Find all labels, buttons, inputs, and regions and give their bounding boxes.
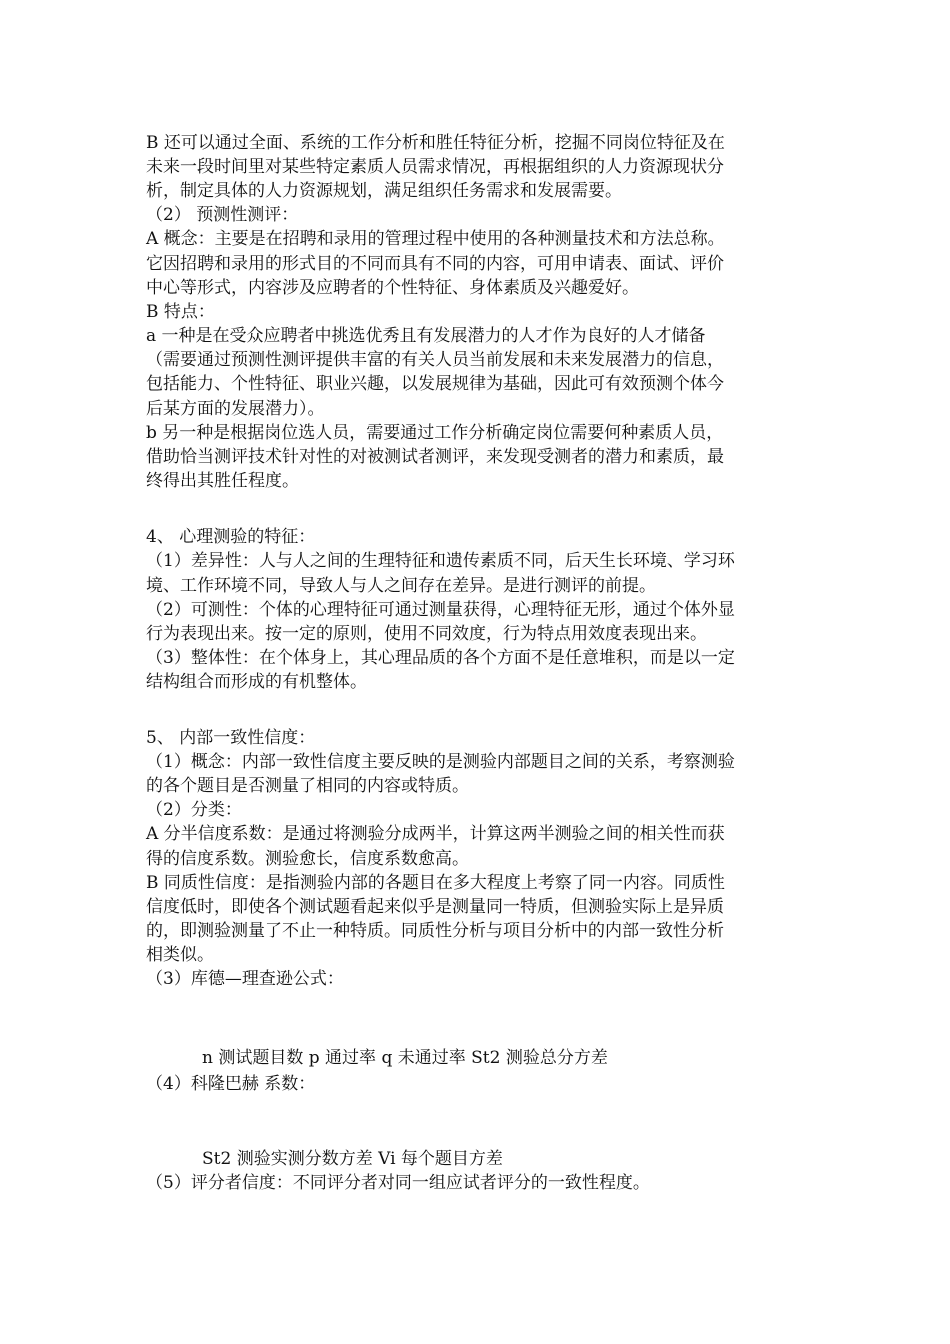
section-heading: （2） 预测性测评：	[146, 205, 299, 225]
text-line: 借助恰当测评技术针对性的对被测试者测评，来发现受测者的潜力和素质，最	[146, 447, 724, 467]
text-line: （3）库德—理查逊公式：	[146, 969, 344, 989]
text-line: 信度低时，即使各个测试题看起来似乎是测量同一特质，但测验实际上是异质	[146, 897, 724, 917]
text-line: 后某方面的发展潜力）。	[146, 399, 325, 419]
text-line: 未来一段时间里对某些特定素质人员需求情况，再根据组织的人力资源现状分	[146, 157, 724, 177]
text-line: （2）可测性：个体的心理特征可通过测量获得，心理特征无形，通过个体外显	[146, 600, 735, 620]
text-line: a 一种是在受众应聘者中挑选优秀且有发展潜力的人才作为良好的人才储备	[146, 326, 706, 346]
text-line: 包括能力、个性特征、职业兴趣，以发展规律为基础，因此可有效预测个体今	[146, 374, 724, 394]
text-line: 结构组合而形成的有机整体。	[146, 672, 367, 692]
text-line: 境、工作环境不同，导致人与人之间存在差异。是进行测评的前提。	[146, 576, 656, 596]
formula-legend: n 测试题目数 p 通过率 q 未通过率 St2 测验总分方差	[202, 1048, 608, 1068]
text-line: 它因招聘和录用的形式目的不同而具有不同的内容，可用申请表、面试、评价	[146, 254, 724, 274]
text-line: （1）概念：内部一致性信度主要反映的是测验内部题目之间的关系，考察测验	[146, 752, 735, 772]
text-line: B 还可以通过全面、系统的工作分析和胜任特征分析，挖掘不同岗位特征及在	[146, 133, 725, 153]
text-line: B 同质性信度：是指测验内部的各题目在多大程度上考察了同一内容。同质性	[146, 873, 725, 893]
text-line: B 特点：	[146, 302, 215, 322]
text-line: 相类似。	[146, 945, 214, 965]
text-line: 中心等形式，内容涉及应聘者的个性特征、身体素质及兴趣爱好。	[146, 278, 639, 298]
text-line: A 分半信度系数：是通过将测验分成两半，计算这两半测验之间的相关性而获	[146, 824, 725, 844]
text-line: （5）评分者信度：不同评分者对同一组应试者评分的一致性程度。	[146, 1173, 650, 1193]
section-heading: 5、 内部一致性信度：	[146, 728, 316, 748]
text-line: 终得出其胜任程度。	[146, 471, 299, 491]
text-line: 析，制定具体的人力资源规划，满足组织任务需求和发展需要。	[146, 181, 622, 201]
text-line: （2）分类：	[146, 800, 242, 820]
formula-legend: St2 测验实测分数方差 Vi 每个题目方差	[202, 1149, 503, 1169]
text-line: 行为表现出来。按一定的原则，使用不同效度，行为特点用效度表现出来。	[146, 624, 707, 644]
text-line: （需要通过预测性测评提供丰富的有关人员当前发展和未来发展潜力的信息，	[146, 350, 724, 370]
text-line: 的，即测验测量了不止一种特质。同质性分析与项目分析中的内部一致性分析	[146, 921, 724, 941]
text-line: b 另一种是根据岗位选人员，需要通过工作分析确定岗位需要何种素质人员，	[146, 423, 724, 443]
text-line: 得的信度系数。测验愈长，信度系数愈高。	[146, 849, 469, 869]
text-line: （3）整体性：在个体身上，其心理品质的各个方面不是任意堆积，而是以一定	[146, 648, 735, 668]
text-line: （1）差异性：人与人之间的生理特征和遗传素质不同，后天生长环境、学习环	[146, 551, 735, 571]
text-line: A 概念：主要是在招聘和录用的管理过程中使用的各种测量技术和方法总称。	[146, 229, 725, 249]
text-line: （4）科隆巴赫 系数：	[146, 1074, 316, 1094]
section-heading: 4、 心理测验的特征：	[146, 527, 316, 547]
text-line: 的各个题目是否测量了相同的内容或特质。	[146, 776, 469, 796]
